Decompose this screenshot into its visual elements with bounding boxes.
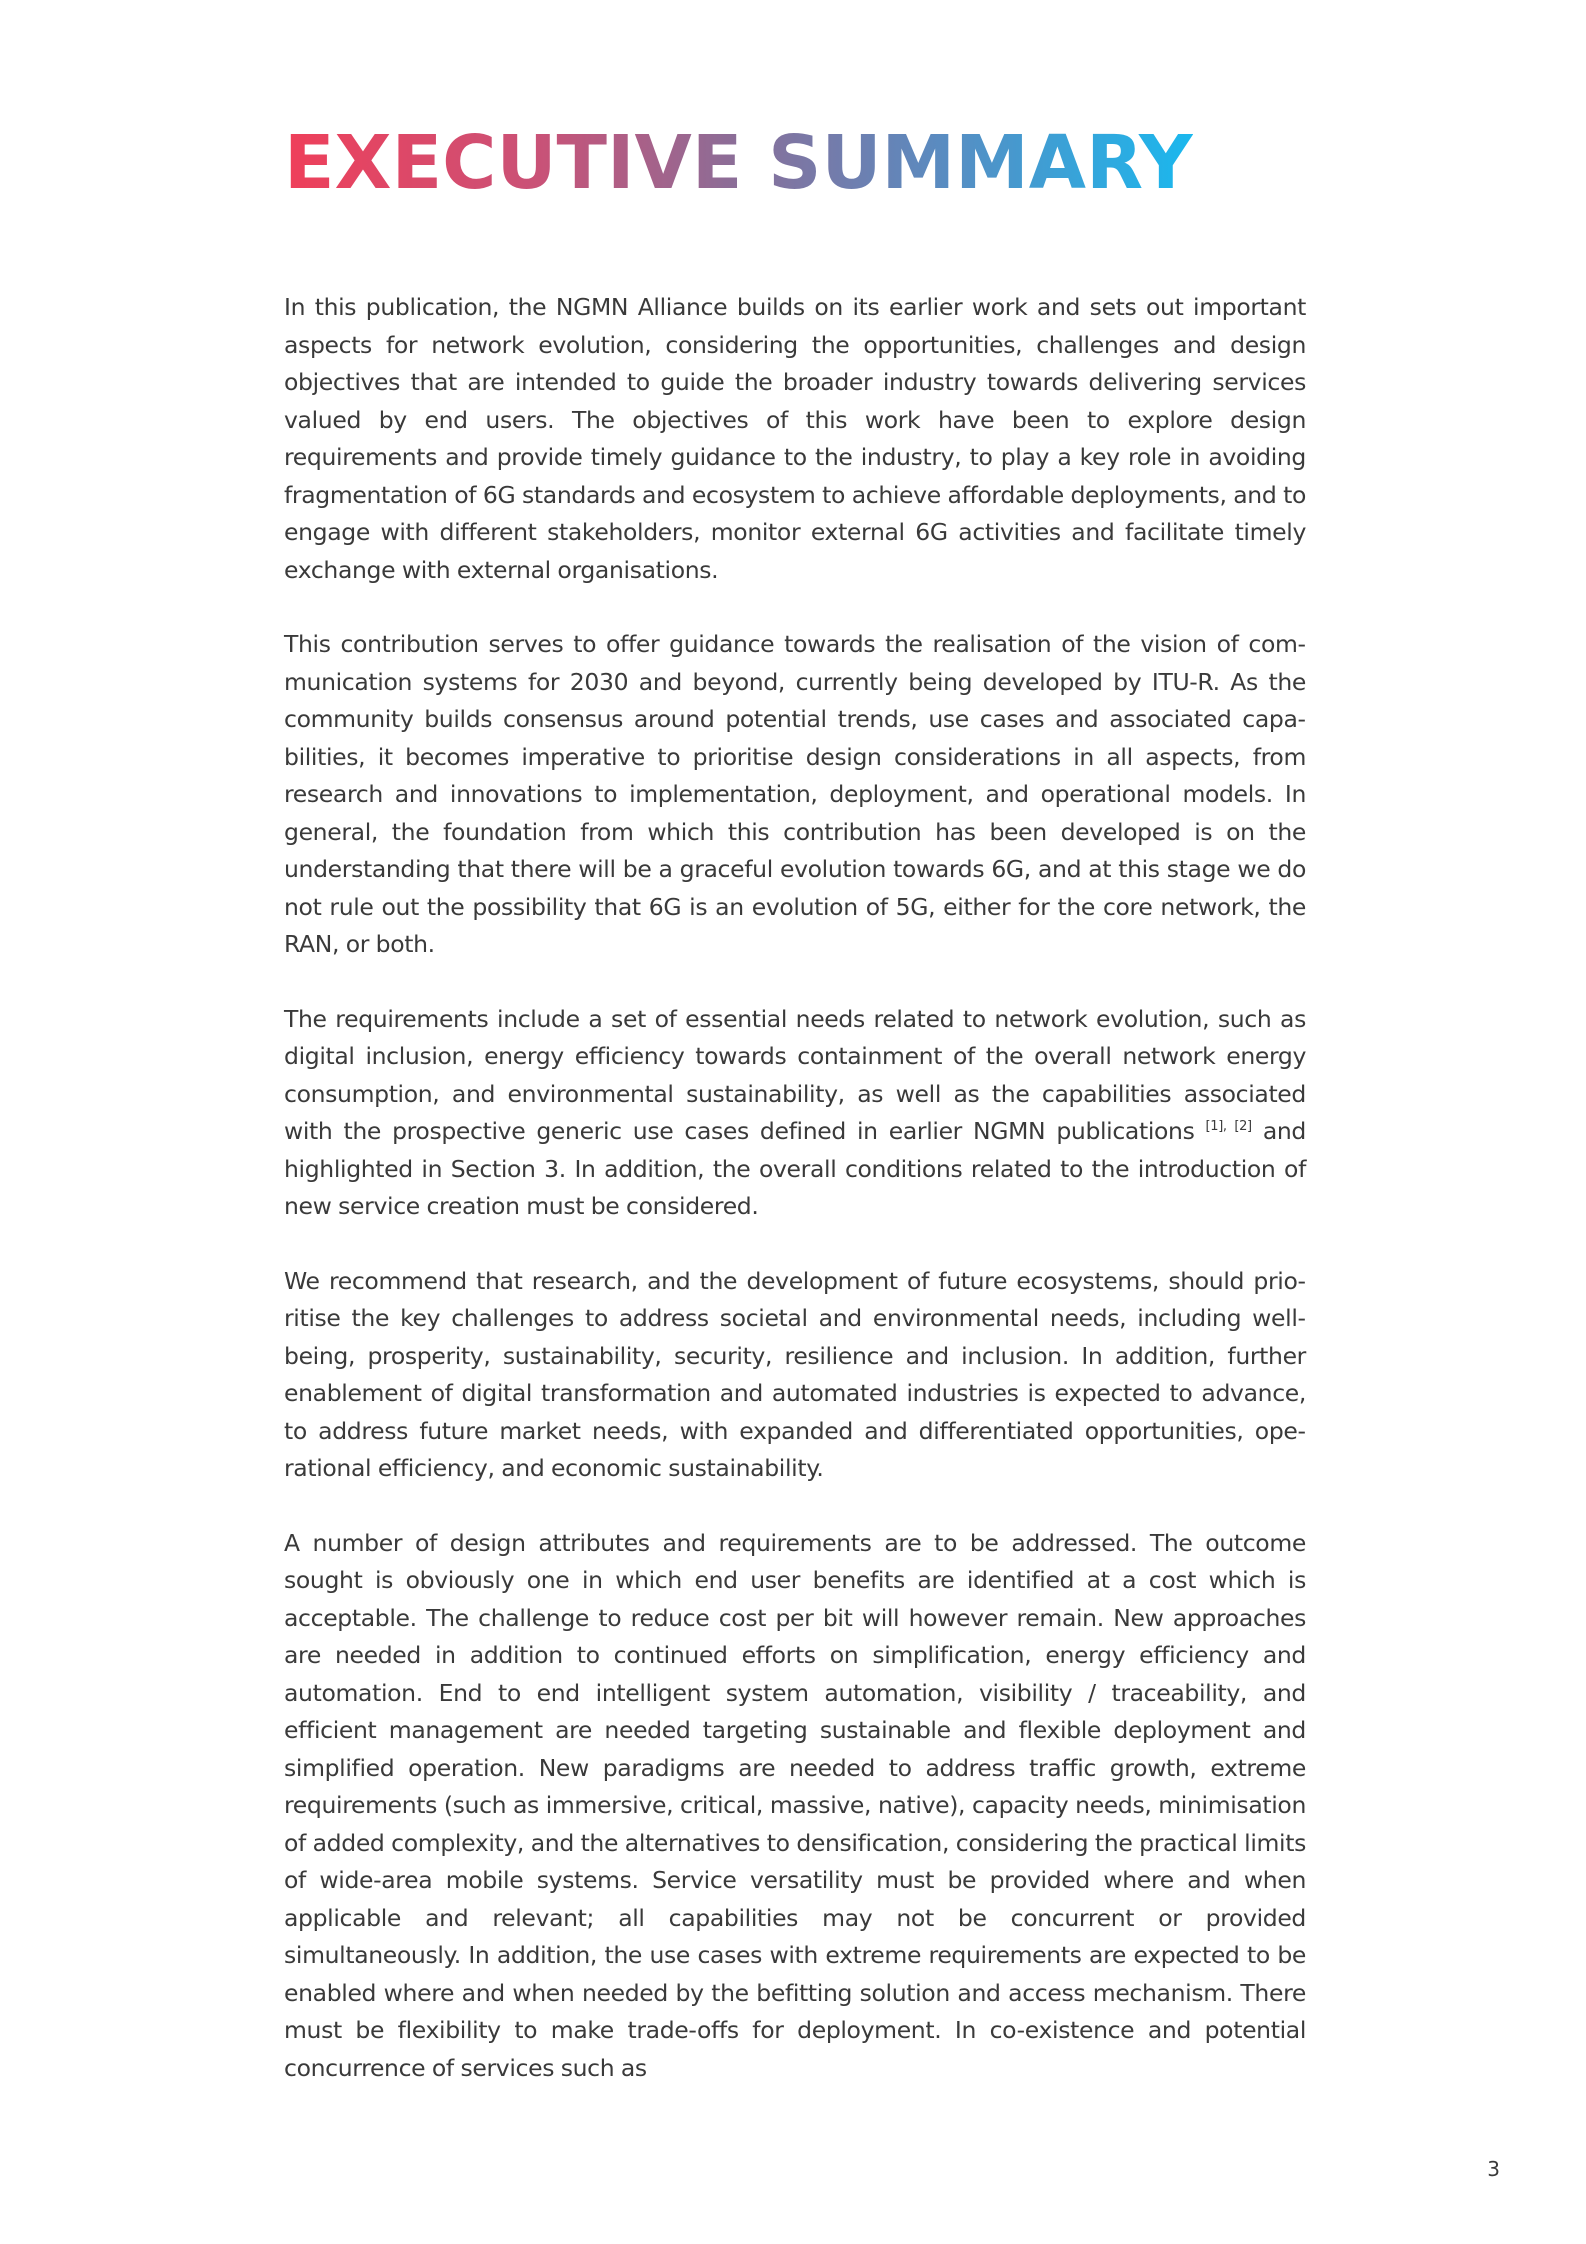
- paragraph-5: A number of design attributes and requirements are to be addressed. The outcome sought is obviously one in which end user benefits are identified at a cost which is acceptable. The challenge to reduce cost per bit will however remain. New approaches are needed in addition to continued efforts on simplification, energy efficiency and automation. End to end intelligent system automation, visibility / traceability, and efficient management are needed targeting sustainable and flexible deployment and simplified operation. New paradigms are needed to address traffic growth, extreme requirements (such as immersive, critical, massive, native), capacity needs, minimisation of added complexity, and the alternatives to densification, considering the practical limits of wide-area mobile systems. Service versatility must be provided where and when applicable and relevant; all capabilities may not be concurrent or provided simultaneously. In addition, the use cases with extreme requirements are expected to be enabled where and when needed by the befitting solution and access mechanism. There must be flexibility to make trade-offs for deployment. In co-existence and potential concurrence of services such as: [284, 1528, 1306, 2082]
- paragraph-3: [284, 1001, 1306, 1226]
- paragraph-3-text-end: and highlighted in Section 3. In addition, the overall conditions related to the introduction of new service creation must be considered.: [284, 1117, 1306, 1220]
- paragraph-4: We recommend that research, and the development of future ecosystems, should prioritise the key challenges to address societal and environmental needs, including wellbeing, prosperity, sustainability, security, resilience and inclusion. In addition, further enablement of digital transformation and automated industries is expected to advance, to address future market needs, with expanded and differentiated opportunities, operational efficiency, and economic sustainability.: [284, 1266, 1306, 1482]
- reference-citations[interactable]: [1], [2]: [1205, 1119, 1252, 1135]
- page-number: 3: [1487, 2157, 1500, 2181]
- page-title: EXECUTIVE SUMMARY: [284, 120, 1193, 206]
- paragraph-1: In this publication, the NGMN Alliance builds on its earlier work and sets out important aspects for network evolution, considering the opportunities, challenges and design objectives that are intended to guide the broader industry towards delivering services valued by end users. The objectives of this work have been to explore design requirements and provide timely guidance to the industry, to play a key role in avoiding fragmentation of 6G standards and ecosystem to achieve affordable deployments, and to engage with different stakeholders, monitor external 6G activities and facilitate timely exchange with external organisations.: [284, 293, 1306, 584]
- body-text: [284, 289, 1306, 2124]
- paragraph-2: This contribution serves to offer guidance towards the realisation of the vision of communication systems for 2030 and beyond, currently being developed by ITU-R. As the community builds consensus around potential trends, use cases and associated capabilities, it becomes imperative to prioritise design considerations in all aspects, from research and innovations to implementation, deployment, and operational models. In general, the foundation from which this contribution has been developed is on the understanding that there will be a graceful evolution towards 6G, and at this stage we do not rule out the possibility that 6G is an evolution of 5G, either for the core network, the RAN, or both.: [284, 630, 1306, 958]
- paragraph-3-text-start: The requirements include a set of essential needs related to network evolution, such as digital inclusion, energy efficiency towards containment of the overall network energy consumption, and environmental sustainability, as well as the capabilities associated with the prospective generic use cases defined in earlier NGMN publications: [284, 1004, 1306, 1145]
